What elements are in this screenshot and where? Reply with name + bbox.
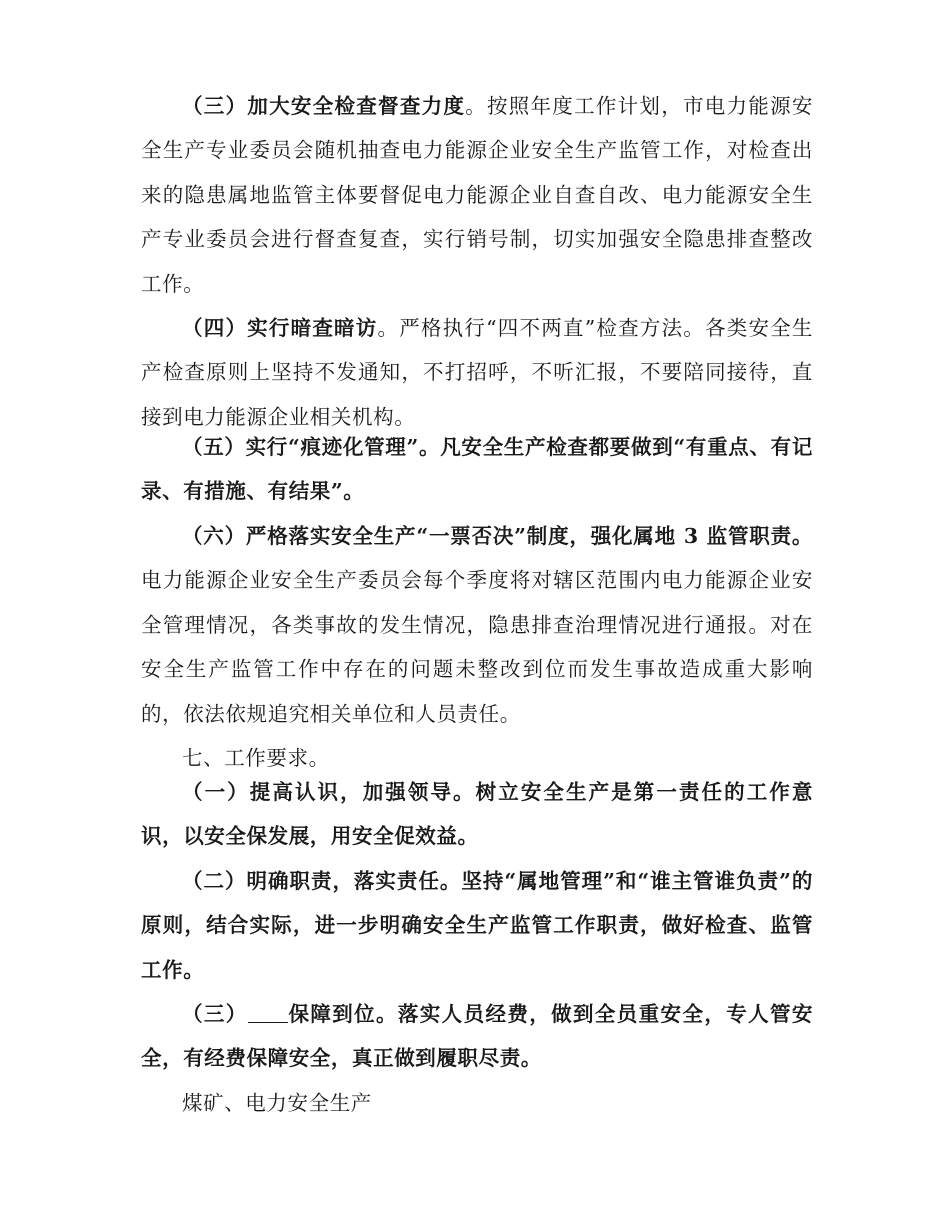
paragraph-body: 。严格执行“四不两直”检查方法。各类安全生产检查原则上坚持不发通知，不打招呼，不听汇报，不要陪同接待，直接到电力能源企业相关机构。 — [141, 316, 813, 429]
paragraph-text: （一）提高认识，加强领导。树立安全生产是第一责任的工作意识，以安全保发展，用安全促效益。 — [141, 780, 813, 849]
paragraph-heading: （四）实行暗查暗访 — [182, 316, 378, 340]
paragraph-footer-title — [141, 1081, 813, 1125]
paragraph-unannounced-inspection — [141, 306, 813, 439]
blank-underline — [248, 1004, 288, 1023]
paragraph-inspection-supervision — [141, 84, 813, 306]
paragraph-heading: （三）加大安全检查督查力度 — [182, 94, 466, 118]
paragraph-heading: （五）实行“痕迹化管理”。凡安全生产检查都要做到“有重点、有记录、有措施、有结果”。 — [141, 435, 813, 504]
paragraph-one-vote-veto — [141, 514, 813, 736]
paragraph-text: （二）明确职责，落实责任。坚持“属地管理”和“谁主管谁负责”的原则，结合实际，进一步明确安全生产监管工作职责，做好检查、监管工作。 — [141, 869, 813, 982]
paragraph-trace-management — [141, 425, 813, 514]
paragraph-guarantee-in-place — [141, 992, 813, 1081]
paragraph-body: 电力能源企业安全生产委员会每个季度将对辖区范围内电力能源企业安全管理情况，各类事故的发生情况，隐患排查治理情况进行通报。对在安全生产监管工作中存在的问题未整改到位而发生事故造成重大影响的，依法依规追究相关单位和人员责任。 — [141, 568, 813, 726]
paragraph-clarify-duties — [141, 859, 813, 992]
section-heading-text: 七、工作要求。 — [182, 746, 330, 770]
paragraph-text: 保障到位。落实人员经费，做到全员重安全，专人管安全，有经费保障安全，真正做到履职尽责。 — [141, 1002, 813, 1071]
footer-title-text: 煤矿、电力安全生产 — [182, 1091, 372, 1115]
paragraph-raise-awareness — [141, 770, 813, 859]
paragraph-heading: （六）严格落实安全生产“一票否决”制度，强化属地 3 监管职责。 — [182, 524, 813, 548]
paragraph-body: 。按照年度工作计划，市电力能源安全生产专业委员会随机抽查电力能源企业安全生产监管工作，对检查出来的隐患属地监管主体要督促电力能源企业自查自改、电力能源安全生产专业委员会进行督查复查，实行销号制，切实加强安全隐患排查整改工作。 — [141, 94, 813, 296]
paragraph-prefix: （三） — [182, 1002, 248, 1026]
